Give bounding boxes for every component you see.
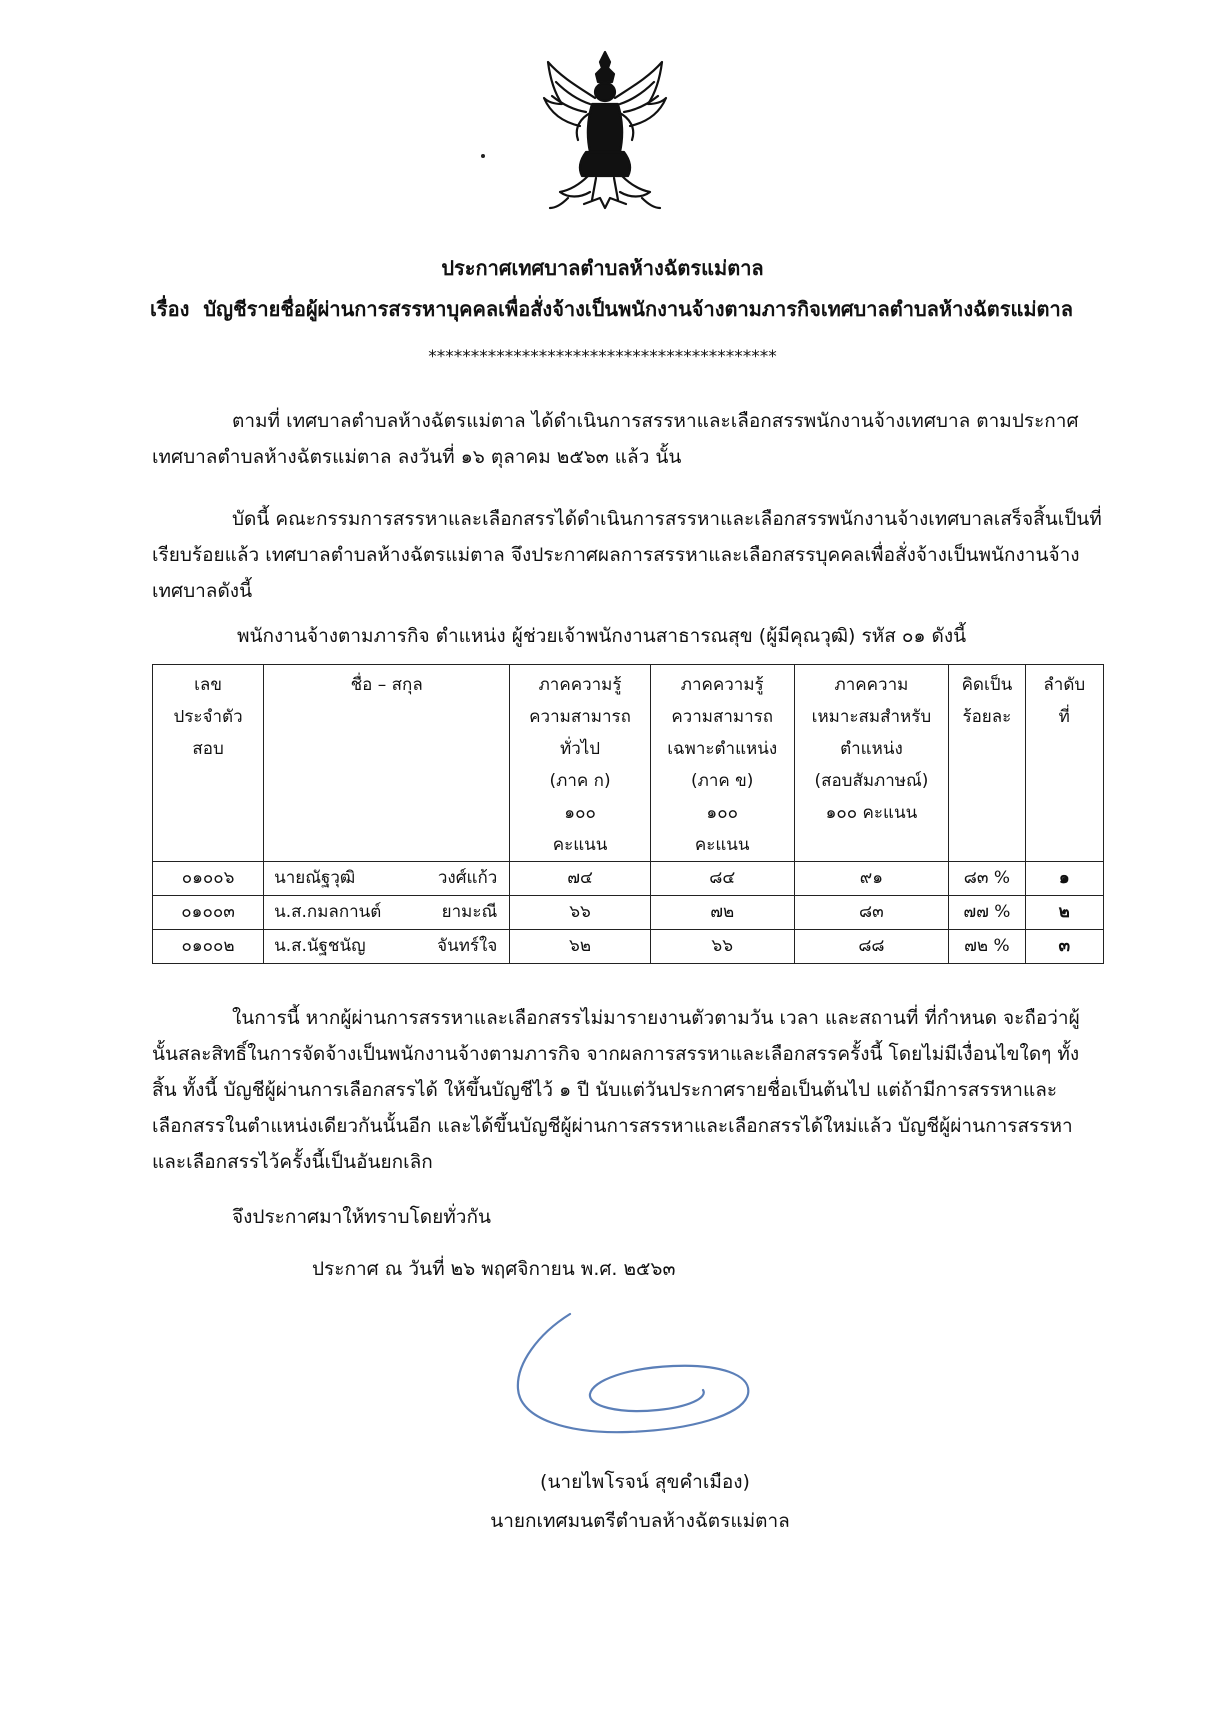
paragraph-conditions-text: ในการนี้ หากผู้ผ่านการสรรหาและเลือกสรรไม่มารายงานตัวตามวัน เวลา และสถานที่ ที่กำหนด จะถือว่าผู้นั้นสละสิทธิ์ในการจัดจ้างเป็นพนักงานจ้างตามภารกิจ จากผลการสรรหาและเลือกสรรครั้งนี้ โดยไม่มีเงื่อนไขใดๆ ทั้งสิ้น ทั้งนี้ บัญชีผู้ผ่านการเลือกสรรได้ ให้ขึ้นบัญชีไว้ ๑ ปี นับแต่วันประกาศรายชื่อเป็นต้นไป แต่ถ้ามีการสรรหาและเลือกสรรในตำแหน่งเดียวกันนั้นอีก และได้ขึ้นบัญชีผู้ผ่านการสรรหาและเลือกสรรได้ใหม่แล้ว บัญชีผู้ผ่านการสรรหาและเลือกสรรไว้ครั้งนี้เป็นอันยกเลิก — [152, 1007, 1080, 1173]
subject-label: เรื่อง — [150, 297, 190, 321]
header-percent: คิดเป็น ร้อยละ — [949, 665, 1025, 862]
garuda-emblem-icon — [540, 48, 670, 218]
cell-name: น.ส.นัฐชนัญ จันทร์ใจ — [264, 930, 510, 964]
cell-part-a: ๗๔ — [510, 862, 651, 896]
header-interview: ภาคความ เหมาะสมสำหรับ ตำแหน่ง (สอบสัมภาษณ์) ๑๐๐ คะแนน — [794, 665, 949, 862]
cell-rank: ๑ — [1025, 862, 1103, 896]
cell-name: น.ส.กมลกานต์ ยามะณี — [264, 896, 510, 930]
cell-rank: ๓ — [1025, 930, 1103, 964]
cell-percent: ๗๗ % — [949, 896, 1025, 930]
cell-name: นายณัฐวุฒิ วงศ์แก้ว — [264, 862, 510, 896]
cell-part-b: ๖๖ — [650, 930, 794, 964]
cell-rank: ๒ — [1025, 896, 1103, 930]
announcement-title: ประกาศเทศบาลตำบลห้างฉัตรแม่ตาล — [441, 256, 764, 280]
paragraph-conditions — [152, 1000, 1102, 1180]
signer-title: นายกเทศมนตรีตำบลห้างฉัตรแม่ตาล — [490, 1510, 790, 1532]
paragraph-1 — [152, 403, 1102, 475]
closing-line: จึงประกาศมาให้ทราบโดยทั่วกัน — [232, 1206, 491, 1228]
header-name: ชื่อ – สกุล — [264, 665, 510, 862]
paragraph-2-text: บัดนี้ คณะกรรมการสรรหาและเลือกสรรได้ดำเนินการสรรหาและเลือกสรรพนักงานจ้างเทศบาลเสร็จสิ้นเป็นที่เรียบร้อยแล้ว เทศบาลตำบลห้างฉัตรแม่ตาล จึงประกาศผลการสรรหาและเลือกสรรบุคคลเพื่อสั่งจ้างเป็นพนักงานจ้างเทศบาลดังนี้ — [152, 508, 1102, 602]
table-row — [153, 862, 1104, 896]
header-part-a: ภาคความรู้ ความสามารถ ทั่วไป (ภาค ก) ๑๐๐ คะแนน — [510, 665, 651, 862]
signature-mark — [498, 1294, 768, 1449]
date-line: ประกาศ ณ วันที่ ๒๖ พฤศจิกายน พ.ศ. ๒๕๖๓ — [312, 1258, 676, 1280]
cell-percent: ๗๒ % — [949, 930, 1025, 964]
paragraph-1-text: ตามที่ เทศบาลตำบลห้างฉัตรแม่ตาล ได้ดำเนินการสรรหาและเลือกสรรพนักงานจ้างเทศบาล ตามประกาศเทศบาลตำบลห้างฉัตรแม่ตาล ลงวันที่ ๑๖ ตุลาคม ๒๕๖๓ แล้ว นั้น — [152, 410, 1079, 468]
signer-name: (นายไพโรจน์ สุขคำเมือง) — [540, 1471, 750, 1493]
paragraph-2 — [152, 501, 1102, 609]
cell-interview: ๘๘ — [794, 930, 949, 964]
table-row — [153, 930, 1104, 964]
table-row — [153, 896, 1104, 930]
header-rank: ลำดับ ที่ — [1025, 665, 1103, 862]
stray-mark — [481, 154, 485, 158]
cell-part-b: ๘๔ — [650, 862, 794, 896]
cell-exam-id: ๐๑๐๐๖ — [153, 862, 264, 896]
announcement-subject — [150, 293, 1100, 325]
results-table — [152, 664, 1104, 964]
separator-line: ***************************************** — [428, 347, 777, 367]
cell-interview: ๘๓ — [794, 896, 949, 930]
cell-part-a: ๖๖ — [510, 896, 651, 930]
cell-part-b: ๗๒ — [650, 896, 794, 930]
table-header-row — [153, 665, 1104, 862]
cell-exam-id: ๐๑๐๐๒ — [153, 930, 264, 964]
cell-interview: ๙๑ — [794, 862, 949, 896]
header-part-b: ภาคความรู้ ความสามารถ เฉพาะตำแหน่ง (ภาค ข) ๑๐๐ คะแนน — [650, 665, 794, 862]
cell-exam-id: ๐๑๐๐๓ — [153, 896, 264, 930]
subject-text: บัญชีรายชื่อผู้ผ่านการสรรหาบุคคลเพื่อสั่งจ้างเป็นพนักงานจ้างตามภารกิจเทศบาลตำบลห้างฉัตรแม่ตาล — [203, 297, 1073, 321]
cell-part-a: ๖๒ — [510, 930, 651, 964]
header-exam-id: เลข ประจำตัว สอบ — [153, 665, 264, 862]
position-line: พนักงานจ้างตามภารกิจ ตำแหน่ง ผู้ช่วยเจ้าพนักงานสาธารณสุข (ผู้มีคุณวุฒิ) รหัส ๐๑ ดังนี้ — [237, 625, 967, 647]
cell-percent: ๘๓ % — [949, 862, 1025, 896]
